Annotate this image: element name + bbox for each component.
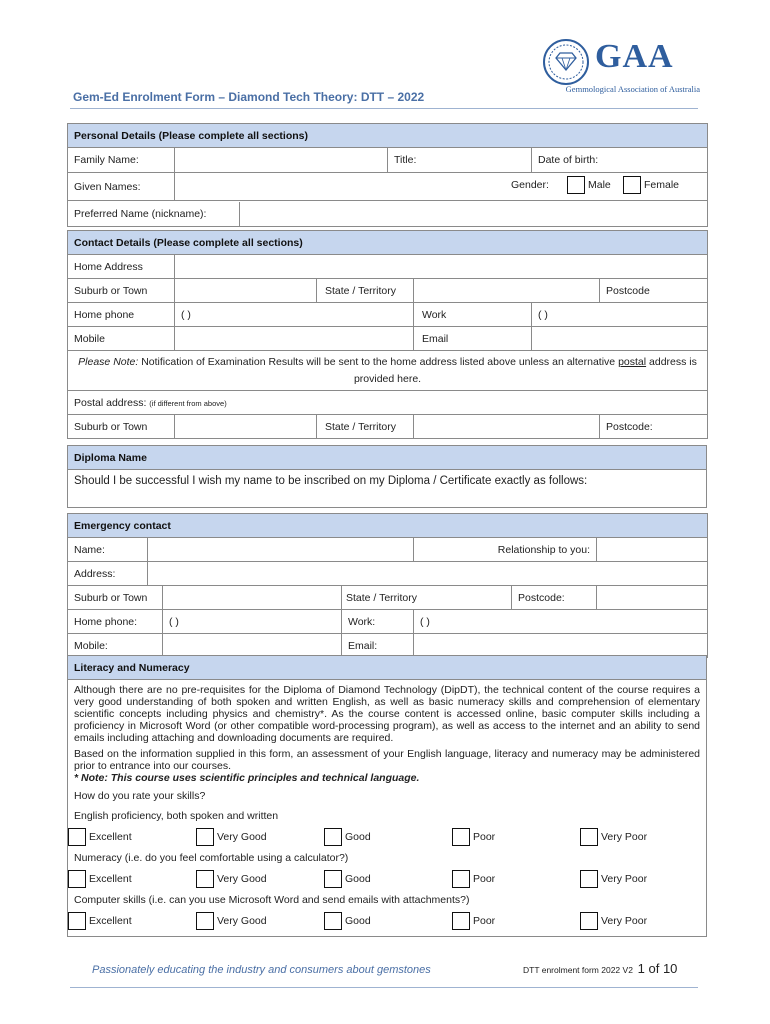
- em-suburb-label: Suburb or Town: [68, 586, 163, 610]
- contact-heading: Contact Details (Please complete all sections): [68, 231, 708, 255]
- em-postcode-label: Postcode:: [512, 586, 597, 610]
- email-label: Email: [414, 327, 532, 351]
- preferred-name-field[interactable]: [239, 202, 388, 226]
- results-note: [68, 351, 708, 391]
- em-relationship-label: Relationship to you:: [414, 538, 597, 562]
- preferred-name-field-ext[interactable]: [388, 201, 708, 227]
- diploma-heading: Diploma Name: [68, 446, 707, 470]
- q3-verygood-checkbox[interactable]: [196, 912, 214, 930]
- em-email-label: Email:: [342, 634, 414, 658]
- q1-label: English proficiency, both spoken and written: [74, 810, 279, 822]
- personal-heading: Personal Details (Please complete all sections): [68, 124, 708, 148]
- family-name-field[interactable]: [175, 148, 388, 173]
- literacy-para-2: Based on the information supplied in this form, an assessment of your English language, literacy and numeracy may be administered prior to entrance into our courses.: [74, 748, 700, 772]
- female-checkbox[interactable]: [623, 176, 641, 194]
- q3-poor-label: Poor: [473, 915, 496, 927]
- q2-good-checkbox[interactable]: [324, 870, 342, 888]
- note-link: postal: [618, 355, 647, 368]
- footer-doc-info: [523, 961, 677, 976]
- family-name-label: Family Name:: [68, 148, 175, 173]
- header-divider: [70, 108, 698, 109]
- footer-page-number: 1 of 10: [637, 961, 678, 976]
- q2-label: Numeracy (i.e. do you feel comfortable using a calculator?): [74, 852, 349, 864]
- q1-verypoor-label: Very Poor: [601, 831, 648, 843]
- mobile-label: Mobile: [68, 327, 175, 351]
- logo-subtitle: Gemmological Association of Australia: [565, 84, 700, 94]
- q3-excellent-checkbox[interactable]: [68, 912, 86, 930]
- literacy-heading: Literacy and Numeracy: [68, 656, 707, 680]
- q2-verypoor-label: Very Poor: [601, 873, 648, 885]
- logo-text: GAA: [595, 38, 674, 75]
- q3-excellent-label: Excellent: [89, 915, 132, 927]
- given-names-field[interactable]: [175, 173, 708, 201]
- literacy-body: [68, 680, 707, 937]
- male-label: Male: [588, 179, 611, 191]
- suburb-field[interactable]: [175, 279, 317, 303]
- female-label: Female: [644, 179, 680, 191]
- work-phone-field[interactable]: ( ): [532, 303, 708, 327]
- em-address-field[interactable]: [148, 562, 708, 586]
- diploma-text: Should I be successful I wish my name to be inscribed on my Diploma / Certificate exactly as follows:: [74, 475, 588, 487]
- note-tail: address is provided here.: [353, 355, 697, 385]
- q2-verygood-label: Very Good: [217, 873, 267, 885]
- emergency-section: [67, 513, 707, 658]
- q3-options: [74, 908, 700, 932]
- form-title: Gem-Ed Enrolment Form – Diamond Tech Theory: DTT – 2022: [73, 90, 425, 104]
- footer-tagline: Passionately educating the industry and consumers about gemstones: [92, 964, 431, 976]
- em-work-label: Work:: [342, 610, 414, 634]
- home-address-label: Home Address: [68, 255, 175, 279]
- em-address-label: Address:: [68, 562, 148, 586]
- q1-poor-label: Poor: [473, 831, 496, 843]
- q2-options: [74, 866, 700, 892]
- q2-verypoor-checkbox[interactable]: [580, 870, 598, 888]
- q1-options: [74, 824, 700, 850]
- literacy-section: [67, 655, 707, 937]
- mobile-field[interactable]: [175, 327, 414, 351]
- em-work-field[interactable]: ( ): [414, 610, 708, 634]
- q1-good-checkbox[interactable]: [324, 828, 342, 846]
- q3-verygood-label: Very Good: [217, 915, 267, 927]
- work-label: Work: [414, 303, 532, 327]
- postal-address-hint: (if different from above): [149, 398, 227, 408]
- em-relationship-field[interactable]: [597, 538, 708, 562]
- state-field[interactable]: [414, 279, 600, 303]
- postal-suburb-field[interactable]: [175, 415, 317, 439]
- q2-excellent-label: Excellent: [89, 873, 132, 885]
- title-label: Title:: [394, 154, 417, 166]
- q2-verygood-checkbox[interactable]: [196, 870, 214, 888]
- dob-label: Date of birth:: [538, 154, 599, 166]
- diploma-name-field[interactable]: [68, 470, 707, 508]
- em-home-phone-label: Home phone:: [68, 610, 163, 634]
- q1-verygood-label: Very Good: [217, 831, 267, 843]
- q1-excellent-checkbox[interactable]: [68, 828, 86, 846]
- em-state-label: State / Territory: [342, 586, 512, 610]
- em-mobile-label: Mobile:: [68, 634, 163, 658]
- email-field[interactable]: [532, 327, 708, 351]
- diploma-section: [67, 445, 707, 508]
- em-name-label: Name:: [68, 538, 148, 562]
- home-phone-field[interactable]: ( ): [175, 303, 414, 327]
- q2-excellent-checkbox[interactable]: [68, 870, 86, 888]
- gender-label: Gender:: [511, 179, 549, 191]
- q3-poor-checkbox[interactable]: [452, 912, 470, 930]
- rate-question: How do you rate your skills?: [74, 790, 206, 802]
- em-name-field[interactable]: [148, 538, 414, 562]
- literacy-para-1: Although there are no pre-requisites for the Diploma of Diamond Technology (DipDT), the technical content of the course requires a very good understanding of both spoken and written English, as well as basic numeracy skills and comprehension of elementary scientific concepts including physics and chemistry*. As the course content is accessed online, basic computer skills including a proficiency in Microsoft Word (or other compatible word-processing program), as well as access to the internet and an ability to send emails including attaching and downloading documents are required.: [74, 684, 700, 744]
- emergency-heading: Emergency contact: [68, 514, 708, 538]
- q3-good-label: Good: [345, 915, 371, 927]
- home-address-field[interactable]: [175, 255, 708, 279]
- state-label: State / Territory: [317, 279, 414, 303]
- postal-suburb-label: Suburb or Town: [68, 415, 175, 439]
- postal-postcode-label: Postcode:: [600, 415, 708, 439]
- q3-good-checkbox[interactable]: [324, 912, 342, 930]
- postal-address-label: Postal address:: [74, 396, 147, 409]
- q1-good-label: Good: [345, 831, 371, 843]
- personal-details-section: [67, 123, 707, 227]
- q2-poor-checkbox[interactable]: [452, 870, 470, 888]
- q3-label: Computer skills (i.e. can you use Microsoft Word and send emails with attachments?): [74, 894, 470, 906]
- literacy-note: * Note: This course uses scientific principles and technical language.: [74, 772, 420, 784]
- note-label: Please Note:: [78, 355, 139, 368]
- home-phone-label: Home phone: [68, 303, 175, 327]
- male-checkbox[interactable]: [567, 176, 585, 194]
- q2-good-label: Good: [345, 873, 371, 885]
- note-text: Notification of Examination Results will be sent to the home address listed above unless an alternative: [138, 355, 619, 368]
- contact-details-section: [67, 230, 707, 439]
- q3-verypoor-checkbox[interactable]: [580, 912, 598, 930]
- postal-state-label: State / Territory: [317, 415, 414, 439]
- preferred-name-label: Preferred Name (nickname):: [68, 202, 239, 226]
- em-postcode-field[interactable]: [597, 586, 708, 610]
- postcode-label: Postcode: [606, 284, 650, 297]
- q1-poor-checkbox[interactable]: [452, 828, 470, 846]
- footer-doc-name: DTT enrolment form 2022 V2: [523, 965, 633, 975]
- em-suburb-field[interactable]: [163, 586, 342, 610]
- em-home-phone-field[interactable]: ( ): [163, 610, 342, 634]
- q1-verygood-checkbox[interactable]: [196, 828, 214, 846]
- given-names-label: Given Names:: [68, 173, 175, 201]
- footer-divider: [70, 987, 698, 988]
- q1-excellent-label: Excellent: [89, 831, 132, 843]
- postal-state-field[interactable]: [414, 415, 600, 439]
- em-mobile-field[interactable]: [163, 634, 342, 658]
- postal-address-field[interactable]: [68, 391, 708, 415]
- q2-poor-label: Poor: [473, 873, 496, 885]
- q3-verypoor-label: Very Poor: [601, 915, 648, 927]
- em-email-field[interactable]: [414, 634, 708, 658]
- suburb-label: Suburb or Town: [68, 279, 175, 303]
- q1-verypoor-checkbox[interactable]: [580, 828, 598, 846]
